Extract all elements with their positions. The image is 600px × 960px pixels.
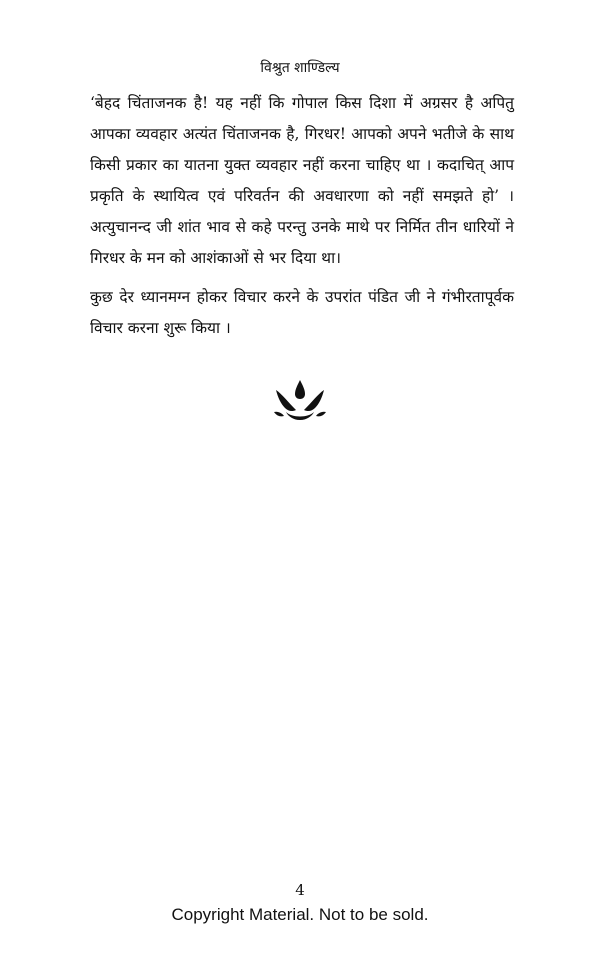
paragraph-2: कुछ देर ध्यानमग्न होकर विचार करने के उपरांत पंडित जी ने गंभीरतापूर्वक विचार करना शुरू किया । [90,288,514,337]
running-header: विश्रुत शाण्डिल्य [260,60,340,76]
lotus-ornament-icon [272,378,328,424]
paragraph-1: ‘बेहद चिंताजनक है! यह नहीं कि गोपाल किस दिशा में अग्रसर है अपितु आपका व्यवहार अत्यंत चिंताजनक है, गिरधर! आपको अपने भतीजे के साथ किसी प्रकार का यातना युक्त व्यवहार नहीं करना चाहिए था । कदाचित् आप प्रकृति के स्थायित्व एवं परिवर्तन की अवधारणा को नहीं समझते हो’ । अत्युचानन्द जी शांत भाव से कहे परन्तु उनके माथे पर निर्मित तीन धारियों ने गिरधर के मन को आशंकाओं से भर दिया था। [90,94,514,267]
body-text [90,88,514,352]
page-number: 4 [295,881,305,899]
copyright-notice: Copyright Material. Not to be sold. [171,905,429,924]
